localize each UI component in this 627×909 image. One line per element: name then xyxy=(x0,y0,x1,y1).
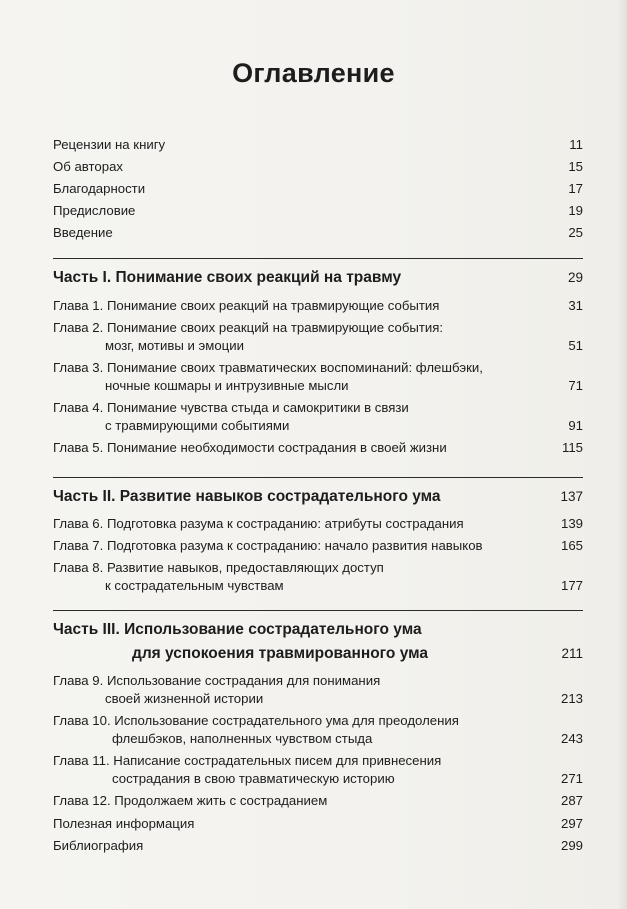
toc-entry-page: 299 xyxy=(560,838,583,853)
toc-entry xyxy=(53,399,583,435)
toc-entry-page: 19 xyxy=(568,203,583,218)
toc-entry-label: Глава 2. Понимание своих реакций на травмирующие события: xyxy=(53,320,444,335)
toc-entry-label: Библиография xyxy=(53,838,144,853)
part-heading-page: 137 xyxy=(560,489,583,504)
toc-entry xyxy=(53,792,583,810)
toc-entry-page: 25 xyxy=(568,225,583,240)
part-heading-label-continued: для успокоения травмированного ума xyxy=(132,645,428,662)
toc-entry xyxy=(53,515,583,533)
toc-entry xyxy=(53,439,583,457)
toc-entry xyxy=(53,537,583,555)
toc-entry-label: Введение xyxy=(53,225,113,240)
toc-entry-page: 91 xyxy=(568,418,583,433)
toc-entry xyxy=(53,359,583,395)
toc-entry-label: Глава 7. Подготовка разума к состраданию: начало развития навыков xyxy=(53,538,483,553)
toc-entry-label: Глава 5. Понимание необходимости сострадания в своей жизни xyxy=(53,440,447,455)
toc-entry xyxy=(53,712,583,748)
toc-entry-page: 213 xyxy=(560,691,583,706)
toc-entry xyxy=(53,158,583,176)
toc-entry xyxy=(53,752,583,788)
toc-entry-page: 297 xyxy=(560,816,583,831)
toc-entry-label: Глава 3. Понимание своих травматических воспоминаний: флешбэки, xyxy=(53,360,483,375)
part-heading-label: Часть III. Использование сострадательного ума xyxy=(53,621,422,638)
toc-entry-page: 17 xyxy=(568,181,583,196)
toc-entry-label: Предисловие xyxy=(53,203,136,218)
toc-entry xyxy=(53,672,583,708)
part-heading-label: Часть II. Развитие навыков сострадательного ума xyxy=(53,488,441,505)
part-divider xyxy=(53,258,583,259)
toc-entry xyxy=(53,180,583,198)
toc-entry-label: Благодарности xyxy=(53,181,146,196)
part-heading xyxy=(53,620,583,664)
part-heading xyxy=(53,268,583,288)
toc-entry xyxy=(53,224,583,242)
toc-entry-label: Полезная информация xyxy=(53,816,195,831)
toc-entry-label: Глава 9. Использование сострадания для понимания xyxy=(53,673,381,688)
toc-entry-page: 287 xyxy=(560,793,583,808)
toc-entry-label-continued: своей жизненной истории xyxy=(105,691,264,706)
toc-entry-label: Глава 12. Продолжаем жить с состраданием xyxy=(53,793,328,808)
page-spine-shadow xyxy=(617,0,627,909)
part-divider xyxy=(53,477,583,478)
toc-entry-label: Глава 1. Понимание своих реакций на травмирующие события xyxy=(53,298,440,313)
toc-entry-label: Об авторах xyxy=(53,159,124,174)
page-title: Оглавление xyxy=(232,58,395,88)
toc-entry-page: 243 xyxy=(560,731,583,746)
toc-entry-page: 11 xyxy=(569,137,583,152)
toc-entry-label-continued: мозг, мотивы и эмоции xyxy=(105,338,244,353)
toc-entry xyxy=(53,559,583,595)
part-heading xyxy=(53,487,583,507)
toc-entry-page: 165 xyxy=(560,538,583,553)
toc-entry-page: 271 xyxy=(560,771,583,786)
toc-entry-label: Рецензии на книгу xyxy=(53,137,166,152)
toc-entry-page: 139 xyxy=(560,516,583,531)
toc-entry xyxy=(53,319,583,355)
toc-entry xyxy=(53,202,583,220)
toc-entry-page: 177 xyxy=(560,578,583,593)
part-heading-label: Часть I. Понимание своих реакций на травму xyxy=(53,269,402,286)
toc-entry-label: Глава 4. Понимание чувства стыда и самокритики в связи xyxy=(53,400,409,415)
toc-entry-label: Глава 11. Написание сострадательных писем для привнесения xyxy=(53,753,442,768)
part-divider xyxy=(53,610,583,611)
part-heading-page: 29 xyxy=(567,270,583,285)
toc-entry-page: 51 xyxy=(568,338,583,353)
toc-entry xyxy=(53,815,583,833)
toc-entry-label-continued: ночные кошмары и интрузивные мысли xyxy=(105,378,349,393)
toc-entry-label: Глава 8. Развитие навыков, предоставляющих доступ xyxy=(53,560,384,575)
toc-entry-label-continued: флешбэков, наполненных чувством стыда xyxy=(112,731,373,746)
toc-entry xyxy=(53,136,583,154)
toc-entry-page: 115 xyxy=(561,440,583,455)
toc-entry-label-continued: к сострадательным чувствам xyxy=(105,578,284,593)
toc-entry-page: 15 xyxy=(568,159,583,174)
toc-entry-label-continued: сострадания в свою травматическую историю xyxy=(112,771,395,786)
toc-entry-page: 71 xyxy=(568,378,583,393)
toc-entry-page: 31 xyxy=(568,298,583,313)
toc-entry xyxy=(53,837,583,855)
toc-entry-label: Глава 10. Использование сострадательного ума для преодоления xyxy=(53,713,459,728)
toc-entry-label: Глава 6. Подготовка разума к состраданию: атрибуты сострадания xyxy=(53,516,464,531)
part-heading-page: 211 xyxy=(561,646,583,661)
toc-entry-label-continued: с травмирующими событиями xyxy=(105,418,290,433)
toc-entry xyxy=(53,297,583,315)
